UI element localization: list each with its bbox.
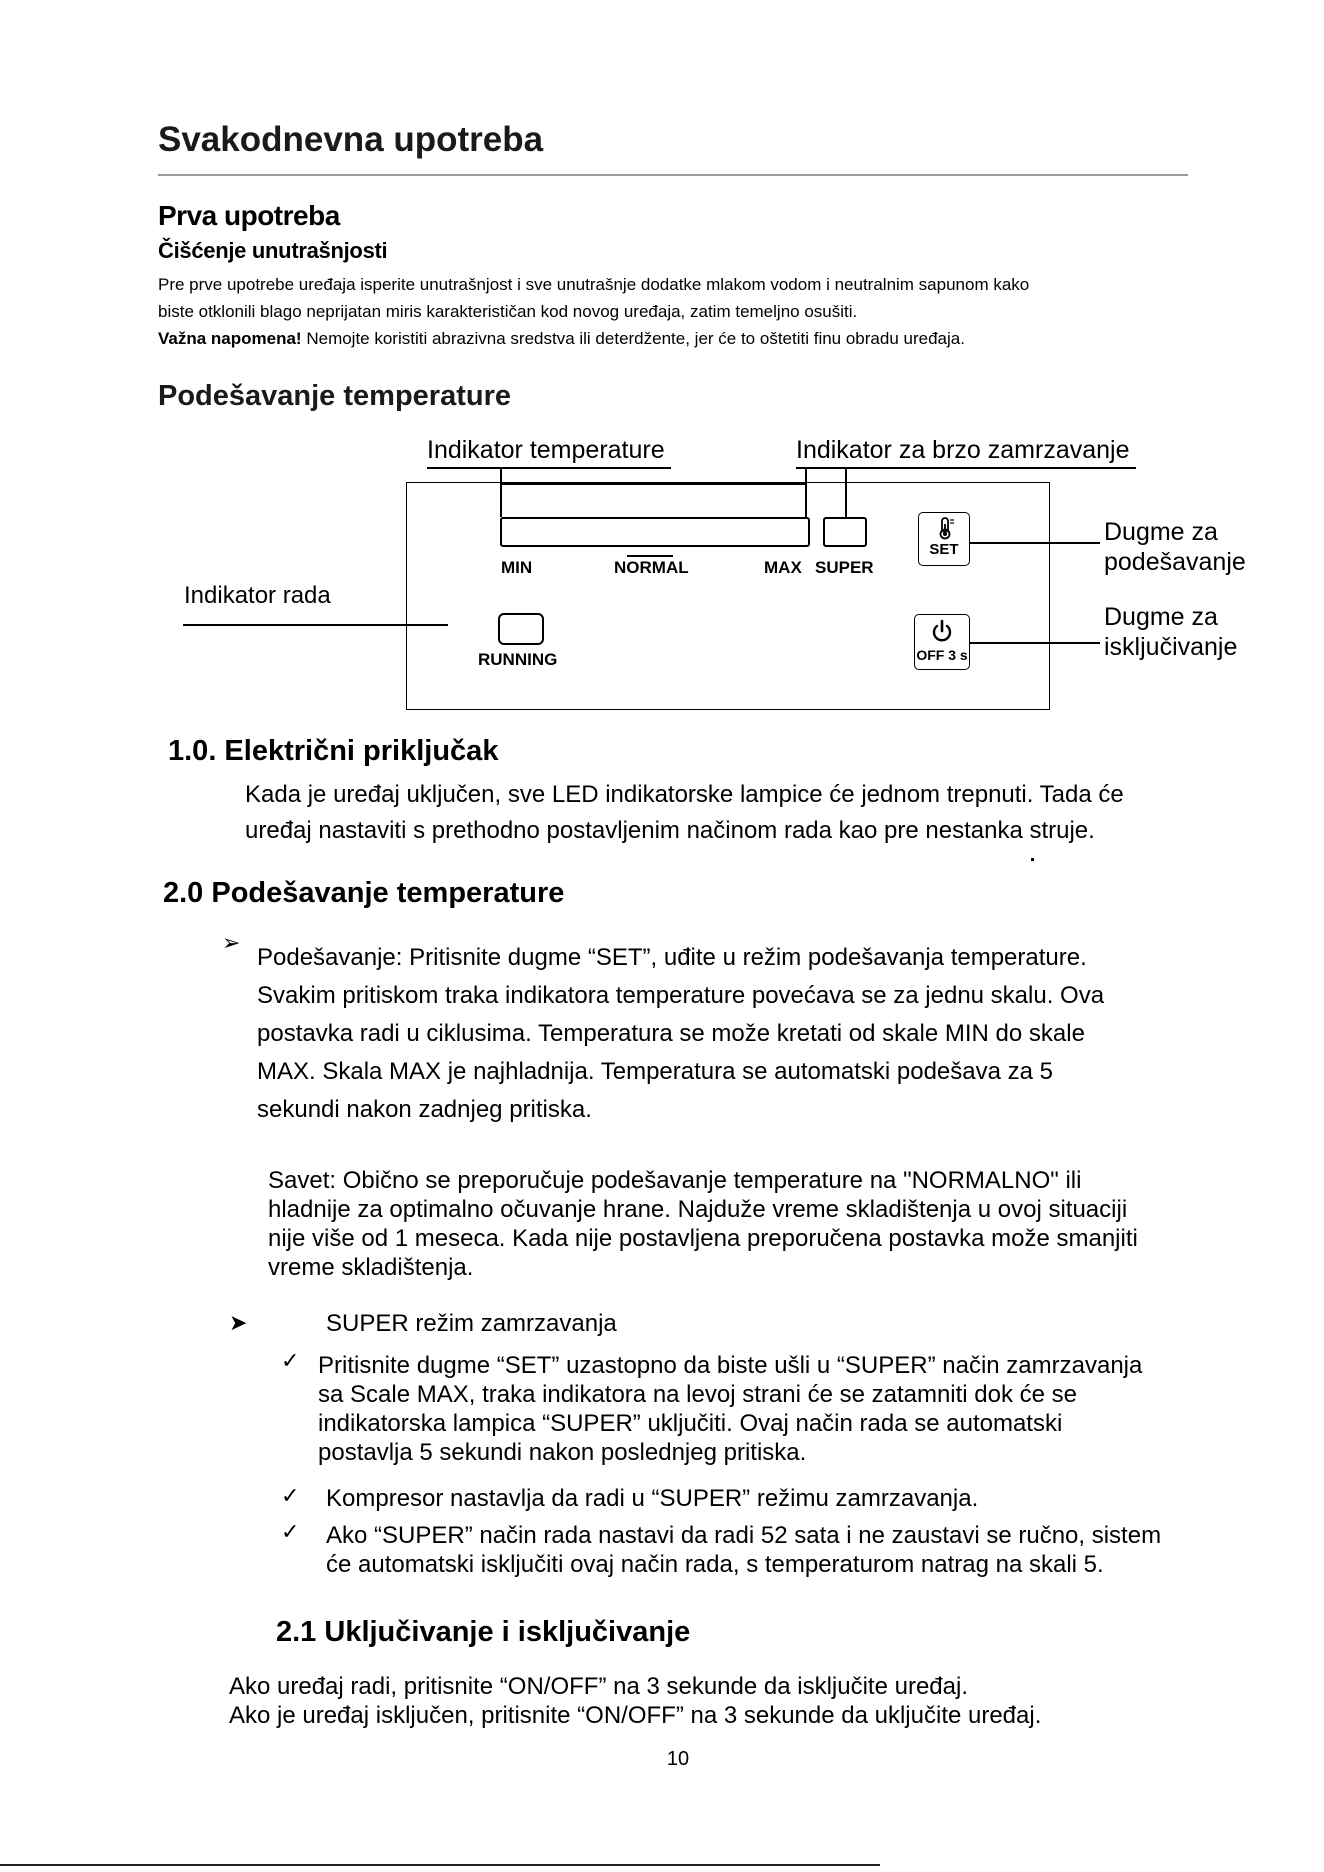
cleaning-line-1: Pre prve upotrebe uređaja isperite unutrašnjost i sve unutrašnje dodatke mlakom vodom i neutralnim sapunom kako (158, 275, 1030, 294)
stray-dot (1031, 858, 1034, 861)
label-quick-freeze-indicator: Indikator za brzo zamrzavanje (796, 436, 1130, 464)
tip-paragraph (268, 1166, 1138, 1282)
super-indicator-light (823, 517, 867, 547)
setting-paragraph (257, 939, 1104, 1129)
important-note-label: Važna napomena! (158, 329, 302, 348)
power-icon (931, 619, 953, 643)
cleaning-line-2: biste otklonili blago neprijatan miris karakterističan kod novog uređaja, zatim temeljno osušiti. (158, 302, 858, 321)
set-button[interactable] (918, 512, 970, 566)
important-note (158, 325, 1198, 352)
off-button-label: OFF 3 s (916, 647, 968, 663)
page-title: Svakodnevna upotreba (158, 120, 544, 159)
section-21-heading: 2.1 Uključivanje i isključivanje (276, 1616, 691, 1648)
bottom-edge-line (0, 1864, 880, 1866)
label-running-indicator: Indikator rada (184, 582, 331, 609)
section-1-heading: 1.0. Električni priključak (168, 735, 499, 767)
cleaning-subheading: Čišćenje unutrašnjosti (158, 238, 388, 263)
setting-line: Podešavanje: Pritisnite dugme “SET”, uđite u režim podešavanja temperature. (257, 944, 1087, 971)
title-divider (158, 174, 1188, 176)
tip-line: vreme skladištenja. (268, 1254, 474, 1281)
section-1-line-2: uređaj nastaviti s prethodno postavljenim načinom rada kao pre nestanka struje. (245, 817, 1095, 844)
tip-line: nije više od 1 meseca. Kada nije postavljena preporučena postavka može smanjiti (268, 1225, 1138, 1252)
setting-line: sekundi nakon zadnjeg pritiska. (257, 1096, 592, 1123)
super-check-1-line: Pritisnite dugme “SET” uzastopno da biste ušli u “SUPER” način zamrzavanja (318, 1352, 1143, 1379)
label-temperature-indicator: Indikator temperature (427, 436, 665, 464)
label-off-button-1: Dugme za (1104, 603, 1218, 631)
checkmark-2-icon: ✓ (281, 1483, 300, 1508)
label-set-button-2: podešavanje (1104, 548, 1246, 576)
super-check-2: Kompresor nastavlja da radi u “SUPER” režimu zamrzavanja. (326, 1485, 979, 1512)
scale-min: MIN (501, 558, 533, 577)
thermometer-icon (933, 516, 957, 540)
important-note-text: Nemojte koristiti abrazivna sredstva ili deterdžente, jer će to oštetiti finu obradu uređaja. (301, 329, 965, 348)
scale-normal: NORMAL (614, 558, 689, 577)
running-label: RUNNING (478, 650, 558, 669)
first-use-heading: Prva upotreba (158, 200, 340, 231)
super-check-1-line: postavlja 5 sekundi nakon poslednjeg pritiska. (318, 1439, 807, 1466)
super-check-3-line: Ako “SUPER” način rada nastavi da radi 52 sata i ne zaustavi se ručno, sistem (326, 1522, 1162, 1549)
setting-line: postavka radi u ciklusima. Temperatura se može kretati od skale MIN do skale (257, 1020, 1085, 1047)
underline-temperature-indicator (427, 467, 671, 469)
page-number: 10 (666, 1748, 690, 1770)
leader-temp-top (500, 483, 806, 485)
leader-running (183, 624, 448, 626)
section-21-line-1: Ako uređaj radi, pritisnite “ON/OFF” na 3 sekunde da isključite uređaj. (229, 1673, 968, 1700)
temperature-indicator-bar (500, 517, 810, 547)
leader-super (845, 467, 847, 517)
underline-quick-freeze-indicator (796, 467, 1136, 469)
normal-tick (627, 555, 673, 557)
scale-max: MAX (764, 558, 802, 577)
setting-line: MAX. Skala MAX je najhladnija. Temperatura se automatski podešava za 5 (257, 1058, 1053, 1085)
tip-line: hladnije za optimalno očuvanje hrane. Najduže vreme skladištenja u ovoj situaciji (268, 1196, 1128, 1223)
checkmark-3-icon: ✓ (281, 1519, 300, 1544)
section-2-heading: 2.0 Podešavanje temperature (163, 877, 565, 909)
bullet-arrow-2-icon: ➤ (229, 1310, 248, 1335)
label-off-button-2: isključivanje (1104, 633, 1238, 661)
leader-temp-right (805, 467, 807, 517)
super-check-1-line: indikatorska lampica “SUPER” uključiti. Ovaj način rada se automatski (318, 1410, 1063, 1437)
power-off-button[interactable] (914, 614, 970, 670)
section-1-line-1: Kada je uređaj uključen, sve LED indikatorske lampice će jednom trepnuti. Tada će (245, 781, 1124, 808)
section-21-line-2: Ako je uređaj isključen, pritisnite “ON/OFF” na 3 sekunde da uključite uređaj. (229, 1702, 1042, 1729)
super-label: SUPER (815, 558, 874, 577)
super-check-1 (318, 1351, 1142, 1467)
tip-line: Savet: Obično se preporučuje podešavanje temperature na "NORMALNO" ili (268, 1167, 1082, 1194)
super-check-3 (326, 1521, 1161, 1579)
leader-set (970, 542, 1100, 544)
label-set-button-1: Dugme za (1104, 518, 1218, 546)
checkmark-1-icon: ✓ (281, 1348, 300, 1373)
super-check-3-line: će automatski isključiti ovaj način rada, s temperaturom natrag na skali 5. (326, 1551, 1104, 1578)
bullet-arrow-1-icon: ➢ (222, 930, 241, 955)
super-check-1-line: sa Scale MAX, traka indikatora na levoj strani će se zatamniti dok će se (318, 1381, 1078, 1408)
set-button-label: SET (929, 541, 959, 558)
leader-temp-left (500, 467, 502, 517)
leader-off (970, 642, 1100, 644)
setting-line: Svakim pritiskom traka indikatora temperature povećava se za jednu skalu. Ova (257, 982, 1105, 1009)
super-mode-heading: SUPER režim zamrzavanja (326, 1310, 617, 1337)
running-indicator-light (498, 613, 544, 645)
temperature-heading: Podešavanje temperature (158, 380, 511, 412)
